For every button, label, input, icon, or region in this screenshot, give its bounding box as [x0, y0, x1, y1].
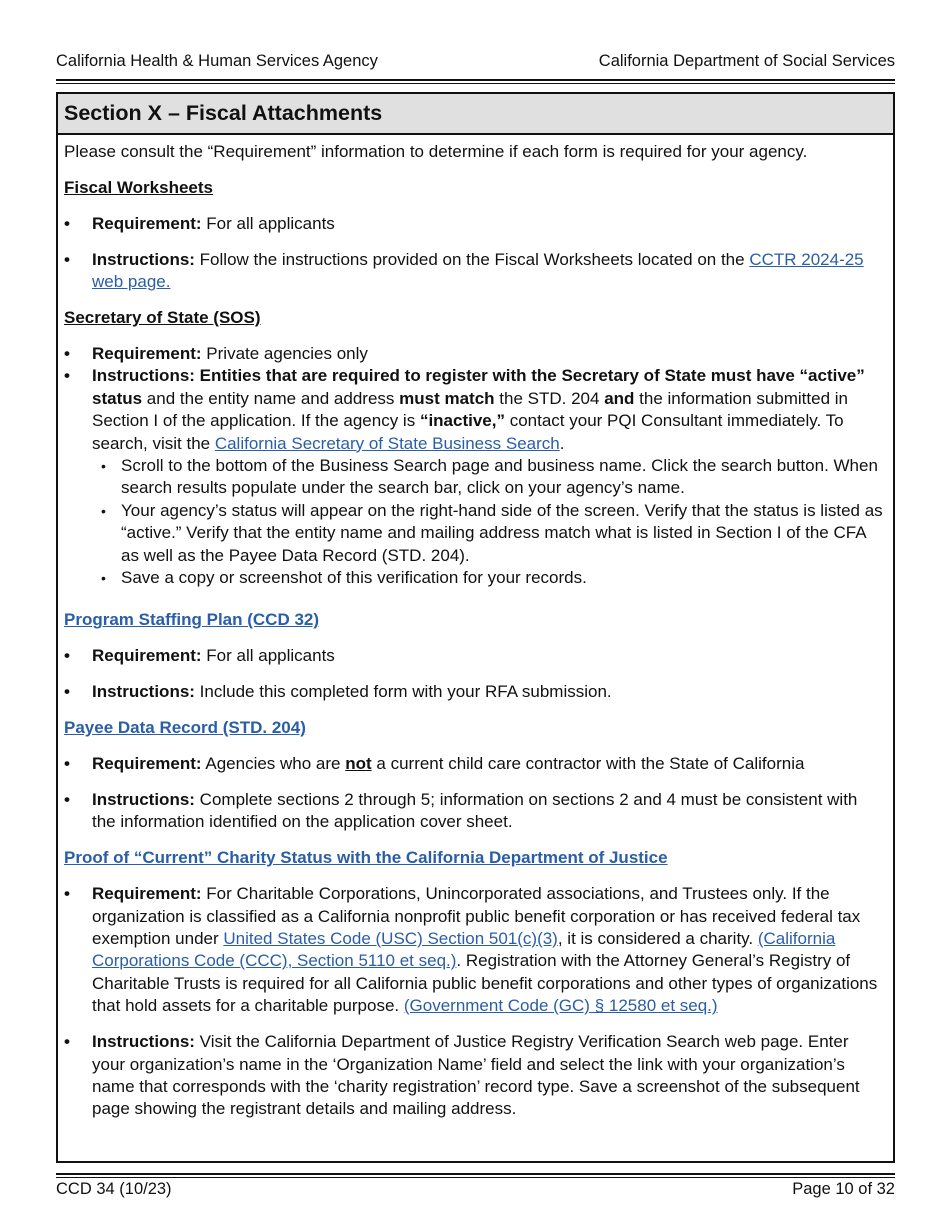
- text: Payee Data Record (STD. 204): [64, 718, 306, 738]
- header-divider: [56, 79, 895, 84]
- text: , it is considered a charity.: [557, 928, 758, 948]
- footer-divider: [56, 1173, 895, 1178]
- text: Proof of “Current” Charity Status with the California Department of Justice: [64, 848, 668, 868]
- document-link[interactable]: United States Code (USC) Section 501(c)(3): [223, 928, 558, 948]
- bold-text: Requirement:: [92, 213, 202, 233]
- list-item: [64, 213, 885, 235]
- list-item: [64, 343, 885, 365]
- bold-text: “inactive,”: [419, 411, 505, 431]
- page-footer: [56, 1180, 895, 1199]
- list-item: [64, 789, 885, 834]
- text: For all applicants: [201, 213, 335, 233]
- list-item: [64, 645, 885, 667]
- text: Complete sections 2 through 5; information on sections 2 and 4 must be consistent with the information identified on the application cover sheet.: [92, 789, 858, 832]
- bold-text: Instructions: Entities that are required to register with the Secretary of State must have “active” status: [92, 366, 865, 408]
- subsection-heading: [64, 307, 885, 329]
- text: the information submitted in Section I of the application. If the agency is: [92, 388, 848, 431]
- list-item: [64, 365, 885, 455]
- intro-paragraph: [64, 141, 885, 163]
- text: .: [559, 433, 565, 453]
- text: Include this completed form with your RFA submission.: [194, 682, 612, 702]
- form-number: CCD 34 (10/23): [56, 1180, 172, 1198]
- page-header: [56, 52, 895, 71]
- section-box: [56, 92, 895, 1163]
- bold-text: Requirement:: [92, 884, 202, 904]
- bold-text: Instructions:: [92, 789, 195, 809]
- page-number: Page 10 of 32: [792, 1180, 895, 1198]
- list-item: [64, 1031, 885, 1121]
- text: Agencies who are: [201, 754, 346, 774]
- list-item: [64, 681, 885, 703]
- subsection-heading-link[interactable]: [64, 847, 885, 869]
- sub-list-item: [64, 455, 885, 500]
- text: Follow the instructions provided on the Fiscal Worksheets located on the: [194, 249, 750, 269]
- subsection-heading-link[interactable]: [64, 717, 885, 739]
- text: . Registration with the Attorney General’s Registry of Charitable Trusts is required for all California public benefit corporations and other types of organizations that hold assets for a charitable purpose.: [92, 951, 878, 1016]
- document-link[interactable]: (Government Code (GC) § 12580 et seq.): [403, 996, 718, 1016]
- text: Fiscal Worksheets: [64, 177, 213, 197]
- section-body: [58, 135, 893, 1121]
- section-title: Section X – Fiscal Attachments: [58, 94, 893, 135]
- bold-text: Instructions:: [92, 682, 195, 702]
- bold-text: Requirement:: [92, 754, 202, 774]
- bold-text: not: [345, 754, 372, 774]
- bold-text: must match: [399, 388, 495, 408]
- bold-text: and: [604, 388, 635, 408]
- sub-list-item: [64, 567, 885, 589]
- bold-text: Requirement:: [92, 343, 202, 363]
- text: Private agencies only: [201, 343, 368, 363]
- text: the STD. 204: [494, 388, 605, 408]
- text: Program Staffing Plan (CCD 32): [64, 610, 320, 630]
- text: Please consult the “Requirement” information to determine if each form is required for your agency.: [64, 142, 808, 161]
- text: For all applicants: [201, 646, 335, 666]
- bold-text: Instructions:: [92, 1032, 195, 1052]
- text: contact your PQI Consultant immediately. To search, visit the: [92, 411, 844, 453]
- text: For Charitable Corporations, Unincorporated associations, and Trustees only. If the organization is classified as a California nonprofit public benefit corporation or has received federal tax exemption under: [92, 884, 861, 948]
- text: Save a copy or screenshot of this verification for your records.: [121, 568, 587, 587]
- document-link[interactable]: California Secretary of State Business Search: [214, 433, 560, 453]
- list-item: [64, 883, 885, 1017]
- header-department: California Department of Social Services: [598, 52, 895, 70]
- text: and the entity name and address: [142, 388, 400, 408]
- text: Your agency’s status will appear on the right-hand side of the screen. Verify that the status is listed as “active.” Verify that the entity name and mailing address match what is listed in Section I of the CFA as well as the Payee Data Record (STD. 204).: [121, 500, 883, 565]
- document-link[interactable]: (California Corporations Code (CCC), Section 5110 et seq.): [92, 928, 836, 971]
- text: Scroll to the bottom of the Business Search page and business name. Click the search button. When search results populate under the search bar, click on your agency’s name.: [121, 455, 878, 498]
- bold-text: Requirement:: [92, 646, 202, 666]
- sub-list-item: [64, 500, 885, 567]
- list-item: [64, 753, 885, 775]
- subsection-heading: [64, 177, 885, 199]
- header-agency: California Health & Human Services Agency: [56, 52, 378, 70]
- text: Visit the California Department of Justice Registry Verification Search web page. Enter your organization’s name in the ‘Organization Name’ field and select the link with your organization’s name that corresponds with the ‘charity registration’ record type. Save a screenshot of the subsequent page showing the registrant details and mailing address.: [92, 1032, 860, 1119]
- text: Secretary of State (SOS): [64, 308, 261, 328]
- subsection-heading-link[interactable]: [64, 609, 885, 631]
- list-item: [64, 249, 885, 294]
- bold-text: Instructions:: [92, 249, 195, 269]
- text: a current child care contractor with the State of California: [371, 754, 805, 774]
- document-link[interactable]: CCTR 2024-25 web page.: [92, 249, 864, 292]
